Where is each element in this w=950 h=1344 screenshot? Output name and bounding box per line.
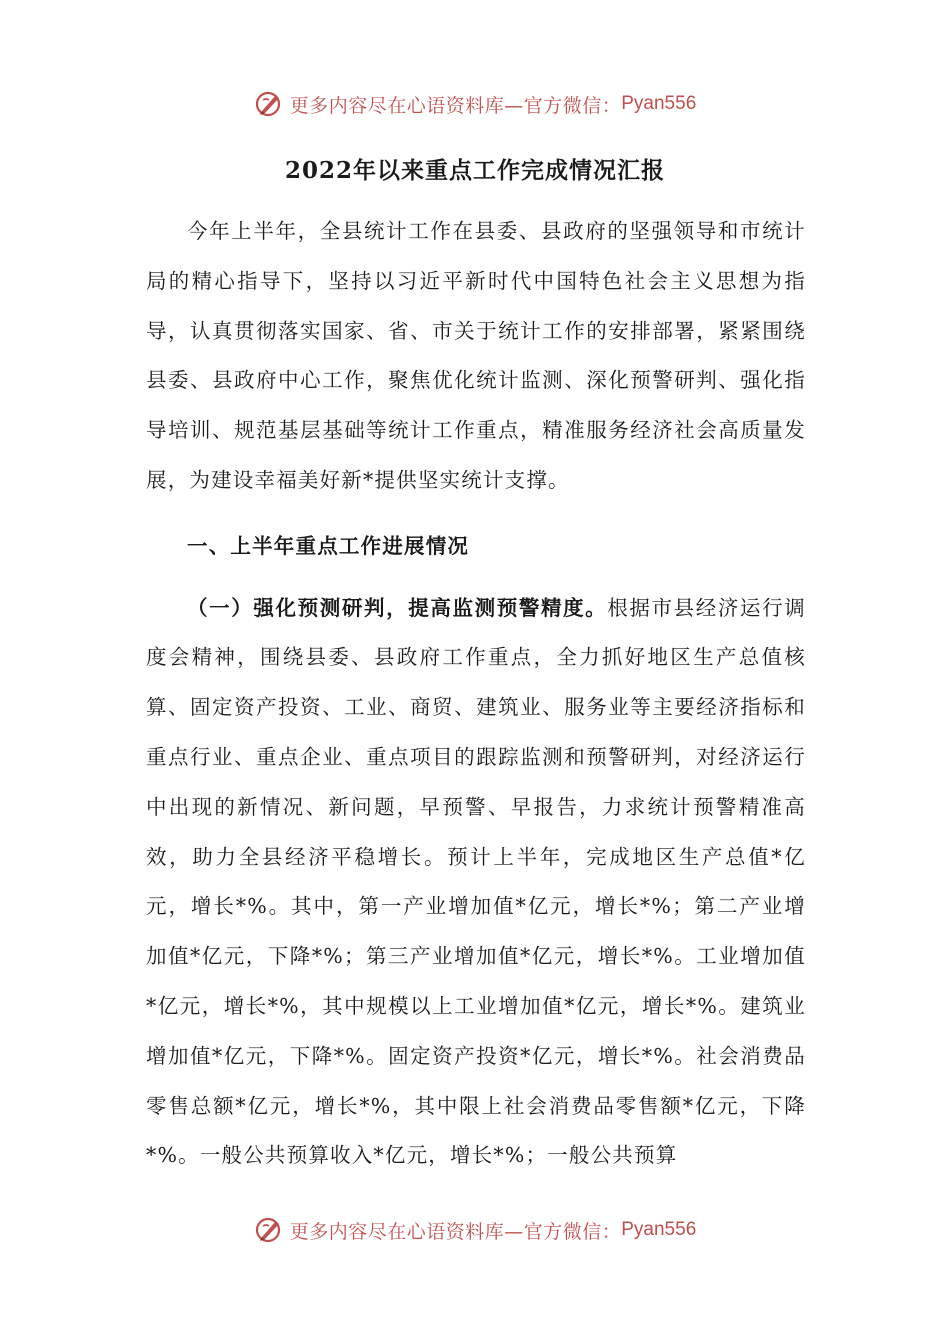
document-title: 2022年以来重点工作完成情况汇报 — [284, 157, 665, 184]
document-body — [146, 207, 806, 1181]
watermark-text: 更多内容尽在心语资料库—官方微信： — [289, 1220, 622, 1243]
watermark-footer — [0, 1210, 950, 1250]
watermark-wechat-id: Pyan556 — [621, 1219, 697, 1240]
watermark-wechat-id: Pyan556 — [621, 93, 697, 114]
watermark-header — [0, 84, 950, 124]
pen-logo-icon — [254, 1215, 284, 1245]
subsection-paragraph — [146, 584, 806, 1182]
intro-paragraph: 今年上半年，全县统计工作在县委、县政府的坚强领导和市统计局的精心指导下，坚持以习近平新时代中国特色社会主义思想为指导，认真贯彻落实国家、省、市关于统计工作的安排部署，紧紧围绕县委、县政府中心工作，聚焦优化统计监测、深化预警研判、强化指导培训、规范基层基础等统计工作重点，精准服务经济社会高质量发展，为建设幸福美好新*提供坚实统计支撑。 — [146, 219, 806, 492]
watermark-text: 更多内容尽在心语资料库—官方微信： — [289, 94, 622, 117]
subsection-body: 根据市县经济运行调度会精神，围绕县委、县政府工作重点，全力抓好地区生产总值核算、固定资产投资、工业、商贸、建筑业、服务业等主要经济指标和重点行业、重点企业、重点项目的跟踪监测和预警研判，对经济运行中出现的新情况、新问题，早预警、早报告，力求统计预警精准高效，助力全县经济平稳增长。预计上半年，完成地区生产总值*亿元，增长*%。其中，第一产业增加值*亿元，增长*%；第二产业增加值*亿元，下降*%；第三产业增加值*亿元，增长*%。工业增加值*亿元，增长*%，其中规模以上工业增加值*亿元，增长*%。建筑业增加值*亿元，下降*%。固定资产投资*亿元，增长*%。社会消费品零售总额*亿元，增长*%，其中限上社会消费品零售额*亿元，下降*%。一般公共预算收入*亿元，增长*%；一般公共预算 — [146, 595, 806, 1168]
subsection-lead: （一）强化预测研判，提高监测预警精度。 — [187, 595, 608, 620]
pen-logo-icon — [254, 89, 284, 119]
section-heading: 一、上半年重点工作进展情况 — [187, 533, 470, 558]
